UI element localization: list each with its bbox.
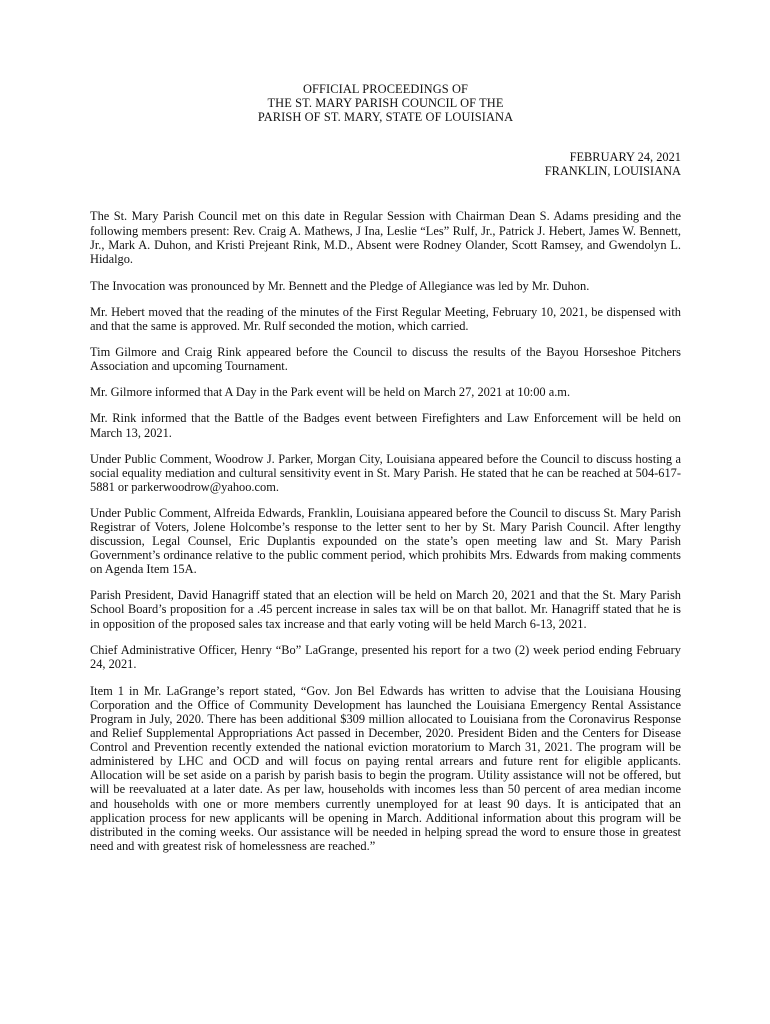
paragraph-item-1: Item 1 in Mr. LaGrange’s report stated, “Gov. Jon Bel Edwards has written to advise that the Louisiana Housing Corporation and the Office of Community Development has launched the Louisiana Emergency Rental Assistance Program in July, 2020. There has been additional $309 million allocated to Louisiana from the Coronavirus Response and Relief Supplemental Appropriations Act passed in December, 2020. President Biden and the Centers for Disease Control and Prevention recently extended the national eviction moratorium to March 31, 2021. The program will be administered by LHC and OCD and will focus on paying rental arrears and future rent for eligible applicants. Allocation will be set aside on a parish by parish basis to begin the program. Utility assistance will not be offered, but will be reevaluated at a later date. As per law, households with incomes less than 50 percent of area median income and households with one or more members currently unemployed for at least 90 days. It is anticipated that an application process for new applicants will be opening in March. Additional information about this program will be distributed in the coming weeks. Our assistance will be needed in helping spread the word to ensure those in greatest need and with greatest risk of homelessness are reached.”: [90, 683, 681, 853]
document-heading: [90, 82, 681, 124]
meeting-place: FRANKLIN, LOUISIANA: [544, 164, 681, 179]
paragraph-parish-president: Parish President, David Hanagriff stated that an election will be held on March 20, 2021 and that the St. Mary Parish School Board’s proposition for a .45 percent increase in sales tax will be on that ballot. Mr. Hanagriff stated that he is in opposition of the proposed sales tax increase and that early voting will be held March 6-13, 2021.: [90, 588, 681, 631]
paragraph-horseshoe: Tim Gilmore and Craig Rink appeared before the Council to discuss the results of the Bayou Horseshoe Pitchers Association and upcoming Tournament.: [90, 345, 681, 374]
document-page: [90, 82, 681, 853]
dateline: [90, 150, 681, 178]
paragraph-public-comment-parker: Under Public Comment, Woodrow J. Parker, Morgan City, Louisiana appeared before the Council to discuss hosting a social equality mediation and cultural sensitivity event in St. Mary Parish. He stated that he can be reached at 504-617-5881 or parkerwoodrow@yahoo.com.: [90, 451, 681, 494]
paragraph-battle-of-badges: Mr. Rink informed that the Battle of the Badges event between Firefighters and Law Enforcement will be held on March 13, 2021.: [90, 411, 681, 440]
paragraph-minutes: Mr. Hebert moved that the reading of the minutes of the First Regular Meeting, February 10, 2021, be dispensed with and that the same is approved. Mr. Rulf seconded the motion, which carried.: [90, 304, 681, 334]
meeting-date: FEBRUARY 24, 2021: [569, 150, 681, 165]
heading-line-3: PARISH OF ST. MARY, STATE OF LOUISIANA: [257, 110, 514, 125]
paragraph-attendance: The St. Mary Parish Council met on this date in Regular Session with Chairman Dean S. Adams presiding and the following members present: Rev. Craig A. Mathews, J Ina, Leslie “Les” Rulf, Jr., Patrick J. Hebert, James W. Bennett, Jr., Mark A. Duhon, and Kristi Prejeant Rink, M.D., Absent were Rodney Olander, Scott Ramsey, and Gwendolyn L. Hidalgo.: [90, 209, 681, 266]
paragraph-public-comment-edwards: Under Public Comment, Alfreida Edwards, Franklin, Louisiana appeared before the Council to discuss St. Mary Parish Registrar of Voters, Jolene Holcombe’s response to the letter sent to her by St. Mary Parish Council. After lengthy discussion, Legal Counsel, Eric Duplantis expounded on the state’s open meeting law and St. Mary Parish Government’s ordinance relative to the public comment period, which prohibits Mrs. Edwards from making comments on Agenda Item 15A.: [90, 505, 681, 577]
heading-line-1: OFFICIAL PROCEEDINGS OF: [302, 82, 468, 96]
paragraph-cao-report: Chief Administrative Officer, Henry “Bo” LaGrange, presented his report for a two (2) week period ending February 24, 2021.: [90, 642, 681, 671]
paragraph-invocation: The Invocation was pronounced by Mr. Bennett and the Pledge of Allegiance was led by Mr. Duhon.: [90, 278, 590, 293]
heading-line-2: THE ST. MARY PARISH COUNCIL OF THE: [267, 96, 504, 111]
paragraph-day-in-park: Mr. Gilmore informed that A Day in the Park event will be held on March 27, 2021 at 10:00 a.m.: [90, 385, 571, 400]
